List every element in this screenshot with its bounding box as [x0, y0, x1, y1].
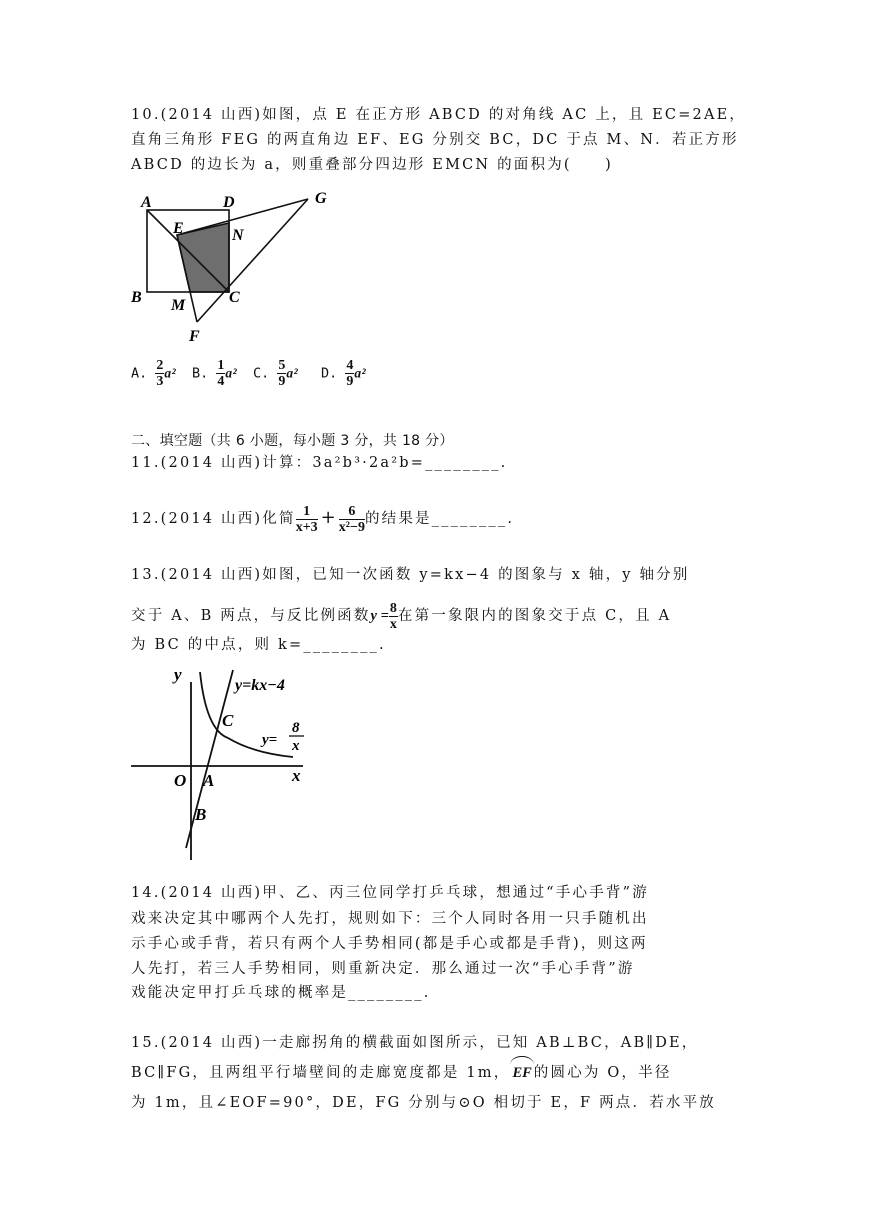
- q13-line-2: 交于 A、B 两点，与反比例函数y = $\frac{8}{x}$ 在第一象限内的图象交于点 C，且 A: [131, 600, 672, 632]
- q13-line-3: 为 BC 的中点，则 k=________.: [131, 637, 386, 653]
- q10-line-3: ABCD 的边长为 a，则重叠部分四边形 EMCN 的面积为( ): [131, 157, 614, 173]
- option-d: D. $\frac{4}{9}$ a²: [321, 358, 367, 389]
- arc-ef: EF: [510, 1063, 533, 1083]
- graph-o-label: O: [174, 771, 187, 790]
- graph-b-label: B: [195, 805, 207, 824]
- fig-label-a: A: [141, 194, 152, 211]
- option-b: B. $\frac{1}{4}$ a²: [192, 358, 238, 389]
- graph-curve-den: x: [292, 738, 300, 754]
- graph-c-label: C: [222, 711, 234, 730]
- fig-label-g: G: [315, 190, 327, 207]
- fig-label-c: C: [229, 289, 240, 306]
- q14-line-1: 14.(2014 山西)甲、乙、丙三位同学打乒乓球，想通过“手心手背”游: [131, 885, 649, 901]
- option-a: A. $\frac{2}{3}$ a²: [131, 358, 177, 389]
- q14-line-2: 戏来决定其中哪两个人先打，规则如下：三个人同时各用一只手随机出: [131, 911, 649, 927]
- fig-label-m: M: [171, 297, 186, 314]
- fig-label-n: N: [232, 227, 244, 244]
- q10-line-2: 直角三角形 FEG 的两直角边 EF、EG 分别交 BC，DC 于点 M、N．若正方形: [131, 132, 739, 148]
- q14-line-5: 戏能决定甲打乒乓球的概率是________.: [131, 985, 431, 1001]
- fig-label-e: E: [173, 220, 184, 237]
- q15-line-1: 15.(2014 山西)一走廊拐角的横截面如图所示，已知 AB⊥BC，AB∥DE，: [131, 1035, 699, 1051]
- q15-line-2: BC∥FG，且两组平行墙壁间的走廊宽度都是 1m， EF 的圆心为 O，半径: [131, 1063, 672, 1083]
- option-c: C. $\frac{5}{9}$ a²: [253, 358, 299, 389]
- fig-label-d: D: [223, 194, 235, 211]
- q15-line-3: 为 1m，且∠EOF=90°，DE，FG 分别与⊙O 相切于 E，F 两点．若水平放: [131, 1095, 716, 1111]
- q14-line-3: 示手心或手背，若只有两个人手势相同(都是手心或都是手背)，则这两: [131, 936, 648, 952]
- q12-line: 12.(2014 山西)化简 $\frac{1}{x+3}$ + $\frac{6}{\text{x²−9}}$ 的结果是________.: [131, 503, 515, 535]
- graph-line-label: y=kx−4: [235, 677, 285, 694]
- graph-curve-lhs: y=: [262, 732, 278, 748]
- q11-line: 11.(2014 山西)计算：3a²b³·2a²b=________.: [131, 455, 508, 471]
- q10-figure: [125, 185, 345, 350]
- graph-a-label: A: [203, 771, 215, 790]
- q14-line-4: 人先打，若三人手势相同，则重新决定．那么通过一次“手心手背”游: [131, 961, 635, 977]
- graph-curve-num: 8: [292, 720, 300, 736]
- section-heading: 二、填空题（共 6 小题，每小题 3 分，共 18 分）: [131, 433, 454, 449]
- graph-x-label: x: [292, 766, 301, 785]
- q13-line-1: 13.(2014 山西)如图，已知一次函数 y=kx−4 的图象与 x 轴，y 轴分别: [131, 567, 690, 583]
- q13-graph: [128, 660, 328, 865]
- graph-y-label: y: [174, 665, 182, 684]
- graph-line: [186, 670, 233, 848]
- q10-line-1: 10.(2014 山西)如图，点 E 在正方形 ABCD 的对角线 AC 上，且 EC=2AE，: [131, 107, 747, 123]
- fig-label-f: F: [189, 328, 200, 345]
- fig-label-b: B: [131, 289, 142, 306]
